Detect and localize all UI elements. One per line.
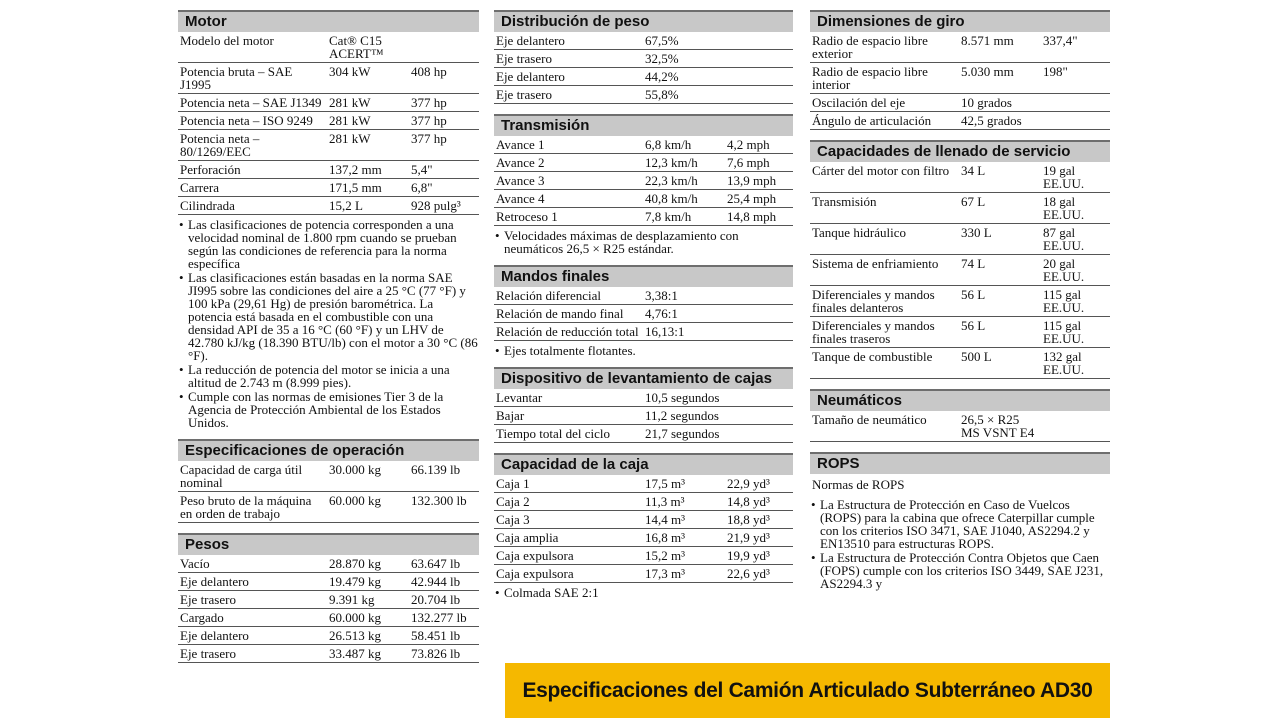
table-row: [810, 255, 1110, 286]
table-row: [494, 511, 793, 529]
spec-label: Avance 1: [494, 136, 643, 154]
table-row: [178, 63, 479, 94]
spec-table: [494, 475, 793, 583]
spec-value: 44,2%: [643, 68, 725, 86]
spec-value: 34 L: [959, 162, 1041, 193]
spec-label: Levantar: [494, 389, 643, 407]
table-row: [810, 94, 1110, 112]
notes-list: [494, 229, 793, 255]
note-item: • Velocidades máximas de desplazamiento con neumáticos 26,5 × R25 estándar.: [494, 229, 793, 255]
table-row: [494, 208, 793, 226]
spec-table: [494, 389, 793, 443]
spec-value: 33.487 kg: [327, 645, 409, 663]
spec-value-alt: [725, 86, 793, 104]
spec-value: 42,5 grados: [959, 112, 1041, 130]
table-row: [810, 63, 1110, 94]
spec-label: Sistema de enfriamiento: [810, 255, 959, 286]
spec-value-alt: [725, 323, 793, 341]
table-row: [494, 68, 793, 86]
spec-value-alt: [725, 407, 793, 425]
spec-value-alt: 13,9 mph: [725, 172, 793, 190]
spec-value-alt: 19,9 yd³: [725, 547, 793, 565]
spec-value-alt: 21,9 yd³: [725, 529, 793, 547]
spec-value: 15,2 L: [327, 197, 409, 215]
spec-value: 171,5 mm: [327, 179, 409, 197]
spec-label: Eje delantero: [178, 573, 327, 591]
section-motor: [178, 10, 479, 429]
note-item: • Ejes totalmente flotantes.: [494, 344, 793, 357]
spec-value-alt: 132 gal EE.UU.: [1041, 348, 1110, 379]
table-row: [494, 86, 793, 104]
spec-label: Transmisión: [810, 193, 959, 224]
spec-label: Cargado: [178, 609, 327, 627]
spec-label: Caja expulsora: [494, 547, 643, 565]
table-row: [494, 50, 793, 68]
table-row: [494, 529, 793, 547]
section-title: Transmisión: [494, 114, 793, 136]
spec-value: 281 kW: [327, 112, 409, 130]
spec-value: 5.030 mm: [959, 63, 1041, 94]
spec-label: Eje delantero: [178, 627, 327, 645]
spec-value: 9.391 kg: [327, 591, 409, 609]
spec-value-alt: [1041, 411, 1110, 442]
spec-value: 32,5%: [643, 50, 725, 68]
spec-value: 21,7 segundos: [643, 425, 725, 443]
spec-value-alt: 198": [1041, 63, 1110, 94]
spec-label: Tanque de combustible: [810, 348, 959, 379]
spec-label: Eje delantero: [494, 32, 643, 50]
spec-value: 22,3 km/h: [643, 172, 725, 190]
spec-label: Ángulo de articulación: [810, 112, 959, 130]
spec-value: 16,8 m³: [643, 529, 725, 547]
table-row: [494, 407, 793, 425]
spec-value-alt: 377 hp: [409, 94, 479, 112]
spec-value: 10 grados: [959, 94, 1041, 112]
table-row: [810, 317, 1110, 348]
spec-value: 28.870 kg: [327, 555, 409, 573]
spec-value-alt: [725, 68, 793, 86]
table-row: [178, 197, 479, 215]
spec-value-alt: 19 gal EE.UU.: [1041, 162, 1110, 193]
table-row: [810, 112, 1110, 130]
section-title: ROPS: [810, 452, 1110, 474]
section-title: Neumáticos: [810, 389, 1110, 411]
spec-value-alt: 18 gal EE.UU.: [1041, 193, 1110, 224]
section-title: Especificaciones de operación: [178, 439, 479, 461]
section-mandos: [494, 265, 793, 357]
section-distribucion: [494, 10, 793, 104]
spec-value: 67,5%: [643, 32, 725, 50]
spec-value-alt: 377 hp: [409, 112, 479, 130]
spec-value-alt: 22,6 yd³: [725, 565, 793, 583]
table-row: [810, 411, 1110, 442]
spec-value-alt: 73.826 lb: [409, 645, 479, 663]
table-row: [178, 461, 479, 492]
spec-value: 55,8%: [643, 86, 725, 104]
table-row: [494, 305, 793, 323]
spec-label: Avance 2: [494, 154, 643, 172]
spec-value: 26.513 kg: [327, 627, 409, 645]
spec-value: 304 kW: [327, 63, 409, 94]
section-title: Motor: [178, 10, 479, 32]
note-item: • Cumple con las normas de emisiones Tier 3 de la Agencia de Protección Ambiental de los Estados Unidos.: [178, 390, 479, 429]
spec-label: Avance 3: [494, 172, 643, 190]
spec-value: 14,4 m³: [643, 511, 725, 529]
spec-value-alt: [1041, 94, 1110, 112]
spec-value-alt: 14,8 mph: [725, 208, 793, 226]
spec-label: Modelo del motor: [178, 32, 327, 63]
spec-value: 56 L: [959, 286, 1041, 317]
spec-label: Relación diferencial: [494, 287, 643, 305]
table-row: [810, 32, 1110, 63]
table-row: [494, 154, 793, 172]
spec-label: Tiempo total del ciclo: [494, 425, 643, 443]
spec-label: Diferenciales y mandos finales delanteros: [810, 286, 959, 317]
section-title: Dimensiones de giro: [810, 10, 1110, 32]
section-title: Capacidades de llenado de servicio: [810, 140, 1110, 162]
spec-value-alt: 132.300 lb: [409, 492, 479, 523]
rops-label: Normas de ROPS: [812, 477, 905, 492]
section-title: Pesos: [178, 533, 479, 555]
table-row: [178, 94, 479, 112]
spec-label: Eje trasero: [494, 50, 643, 68]
spec-value-alt: [725, 305, 793, 323]
section-caja: [494, 453, 793, 599]
spec-label: Radio de espacio libre exterior: [810, 32, 959, 63]
spec-label: Radio de espacio libre interior: [810, 63, 959, 94]
spec-label: Tanque hidráulico: [810, 224, 959, 255]
spec-label: Potencia neta – ISO 9249: [178, 112, 327, 130]
table-row: [494, 475, 793, 493]
spec-label: Relación de mando final: [494, 305, 643, 323]
column-right: [810, 10, 1110, 600]
spec-value: 7,8 km/h: [643, 208, 725, 226]
spec-label: Potencia neta – 80/1269/EEC: [178, 130, 327, 161]
spec-value: 281 kW: [327, 94, 409, 112]
spec-value: 56 L: [959, 317, 1041, 348]
spec-value-alt: 87 gal EE.UU.: [1041, 224, 1110, 255]
spec-label: Perforación: [178, 161, 327, 179]
spec-value-alt: 5,4": [409, 161, 479, 179]
spec-value-alt: 22,9 yd³: [725, 475, 793, 493]
spec-value-alt: [725, 425, 793, 443]
spec-label: Eje delantero: [494, 68, 643, 86]
spec-label: Caja 1: [494, 475, 643, 493]
spec-label: Avance 4: [494, 190, 643, 208]
spec-value-alt: 66.139 lb: [409, 461, 479, 492]
spec-value: 40,8 km/h: [643, 190, 725, 208]
spec-value: 11,2 segundos: [643, 407, 725, 425]
spec-value: 330 L: [959, 224, 1041, 255]
section-levantamiento: [494, 367, 793, 443]
spec-value: 12,3 km/h: [643, 154, 725, 172]
spec-value: 16,13:1: [643, 323, 725, 341]
table-row: [178, 179, 479, 197]
spec-value-alt: 408 hp: [409, 63, 479, 94]
spec-table: [494, 32, 793, 104]
table-row: [178, 130, 479, 161]
note-item: • Las clasificaciones están basadas en la norma SAE JI995 sobre las condiciones del aire a 25 °C (77 °F) y 100 kPa (29,61 Hg) de presión barométrica. La potencia está basada en el combustible con una densidad API de 35 a 16 °C (60 °F) y un LHV de 42.780 kJ/kg (18.390 BTU/lb) con el motor a 30 °C (86 °F).: [178, 271, 479, 362]
spec-table: [178, 32, 479, 215]
table-row: [178, 645, 479, 663]
table-row: [494, 32, 793, 50]
spec-label: Eje trasero: [178, 591, 327, 609]
spec-table: [178, 461, 479, 523]
section-pesos: [178, 533, 479, 663]
table-row: [178, 573, 479, 591]
spec-value: 17,3 m³: [643, 565, 725, 583]
table-row: [494, 172, 793, 190]
spec-label: Peso bruto de la máquina en orden de trabajo: [178, 492, 327, 523]
section-title: Distribución de peso: [494, 10, 793, 32]
spec-value-alt: 42.944 lb: [409, 573, 479, 591]
spec-value: 17,5 m³: [643, 475, 725, 493]
spec-value-alt: 20 gal EE.UU.: [1041, 255, 1110, 286]
table-row: [178, 161, 479, 179]
spec-label: Carrera: [178, 179, 327, 197]
note-item: • La Estructura de Protección Contra Objetos que Caen (FOPS) cumple con los criterios ISO 3449, SAE J231, AS2294.3 y: [810, 551, 1110, 590]
spec-label: Bajar: [494, 407, 643, 425]
spec-value-alt: 337,4": [1041, 32, 1110, 63]
spec-value: 3,38:1: [643, 287, 725, 305]
spec-value: 60.000 kg: [327, 492, 409, 523]
spec-label: Cilindrada: [178, 197, 327, 215]
table-row: [494, 323, 793, 341]
spec-label: Eje trasero: [178, 645, 327, 663]
note-item: • Colmada SAE 2:1: [494, 586, 793, 599]
table-row: [810, 286, 1110, 317]
table-row: [178, 609, 479, 627]
table-row: [178, 627, 479, 645]
spec-value-alt: 132.277 lb: [409, 609, 479, 627]
spec-value-alt: 14,8 yd³: [725, 493, 793, 511]
spec-value-alt: 18,8 yd³: [725, 511, 793, 529]
section-title: Mandos finales: [494, 265, 793, 287]
table-row: [494, 136, 793, 154]
spec-value-alt: 115 gal EE.UU.: [1041, 317, 1110, 348]
spec-value: 19.479 kg: [327, 573, 409, 591]
spec-value: 8.571 mm: [959, 32, 1041, 63]
table-row: [810, 348, 1110, 379]
section-operacion: [178, 439, 479, 523]
spec-label: Cárter del motor con filtro: [810, 162, 959, 193]
spec-label: Caja expulsora: [494, 565, 643, 583]
column-left: [178, 10, 479, 673]
spec-table: [810, 411, 1110, 442]
spec-label: Caja 3: [494, 511, 643, 529]
spec-label: Relación de reducción total: [494, 323, 643, 341]
table-row: [494, 547, 793, 565]
spec-value: 26,5 × R25 MS VSNT E4: [959, 411, 1041, 442]
spec-value: 67 L: [959, 193, 1041, 224]
spec-value-alt: [725, 50, 793, 68]
table-row: [810, 193, 1110, 224]
spec-label: Oscilación del eje: [810, 94, 959, 112]
notes-list: [494, 586, 793, 599]
spec-value-alt: 928 pulg³: [409, 197, 479, 215]
section-neumaticos: [810, 389, 1110, 442]
spec-table: [494, 287, 793, 341]
spec-value-alt: [725, 287, 793, 305]
spec-value: 500 L: [959, 348, 1041, 379]
table-row: [494, 493, 793, 511]
spec-label: Tamaño de neumático: [810, 411, 959, 442]
spec-value-alt: 7,6 mph: [725, 154, 793, 172]
section-title: Capacidad de la caja: [494, 453, 793, 475]
table-row: [494, 190, 793, 208]
table-row: [178, 591, 479, 609]
spec-value: 11,3 m³: [643, 493, 725, 511]
notes-list: [494, 344, 793, 357]
spec-label: Potencia bruta – SAE J1995: [178, 63, 327, 94]
spec-table: [810, 162, 1110, 379]
notes-list: [810, 498, 1110, 590]
table-row: [178, 112, 479, 130]
section-transmision: [494, 114, 793, 255]
spec-value-alt: 20.704 lb: [409, 591, 479, 609]
note-item: • La reducción de potencia del motor se inicia a una altitud de 2.743 m (8.999 pies).: [178, 363, 479, 389]
table-row: [494, 287, 793, 305]
spec-label: Vacío: [178, 555, 327, 573]
spec-value-alt: 25,4 mph: [725, 190, 793, 208]
spec-value-alt: 115 gal EE.UU.: [1041, 286, 1110, 317]
table-row: [494, 565, 793, 583]
title-banner: Especificaciones del Camión Articulado Subterráneo AD30: [505, 663, 1110, 718]
spec-value: 30.000 kg: [327, 461, 409, 492]
spec-value: 10,5 segundos: [643, 389, 725, 407]
table-row: [810, 224, 1110, 255]
table-row: [178, 32, 479, 63]
spec-label: Caja amplia: [494, 529, 643, 547]
spec-label: Capacidad de carga útil nominal: [178, 461, 327, 492]
spec-value-alt: 63.647 lb: [409, 555, 479, 573]
spec-label: Eje trasero: [494, 86, 643, 104]
section-title: Dispositivo de levantamiento de cajas: [494, 367, 793, 389]
spec-value: 15,2 m³: [643, 547, 725, 565]
section-llenado: [810, 140, 1110, 379]
spec-value: 60.000 kg: [327, 609, 409, 627]
notes-list: [178, 218, 479, 429]
spec-value-alt: [409, 32, 479, 63]
spec-value: 74 L: [959, 255, 1041, 286]
spec-value-alt: 6,8": [409, 179, 479, 197]
spec-value-alt: 58.451 lb: [409, 627, 479, 645]
spec-value-alt: [725, 32, 793, 50]
spec-value-alt: [725, 389, 793, 407]
column-middle: [494, 10, 793, 609]
spec-value: 4,76:1: [643, 305, 725, 323]
spec-value: Cat® C15 ACERT™: [327, 32, 409, 63]
table-row: [178, 492, 479, 523]
spec-table: [810, 32, 1110, 130]
section-rops: [810, 452, 1110, 590]
table-row: [494, 389, 793, 407]
spec-label: Caja 2: [494, 493, 643, 511]
spec-value-alt: 377 hp: [409, 130, 479, 161]
spec-value: 137,2 mm: [327, 161, 409, 179]
spec-label: Retroceso 1: [494, 208, 643, 226]
spec-table: [494, 136, 793, 226]
note-item: • La Estructura de Protección en Caso de Vuelcos (ROPS) para la cabina que ofrece Caterpillar cumple con los criterios ISO 3471, SAE J1040, AS2294.2 y EN13510 para estructuras ROPS.: [810, 498, 1110, 550]
table-row: [810, 162, 1110, 193]
spec-value: 281 kW: [327, 130, 409, 161]
spec-value: 6,8 km/h: [643, 136, 725, 154]
table-row: [178, 555, 479, 573]
section-giro: [810, 10, 1110, 130]
spec-value-alt: [1041, 112, 1110, 130]
spec-value-alt: 4,2 mph: [725, 136, 793, 154]
spec-label: Diferenciales y mandos finales traseros: [810, 317, 959, 348]
table-row: [494, 425, 793, 443]
spec-label: Potencia neta – SAE J1349: [178, 94, 327, 112]
note-item: • Las clasificaciones de potencia corresponden a una velocidad nominal de 1.800 rpm cuando se prueban según las condiciones de referencia para la norma específica: [178, 218, 479, 270]
spec-table: [178, 555, 479, 663]
